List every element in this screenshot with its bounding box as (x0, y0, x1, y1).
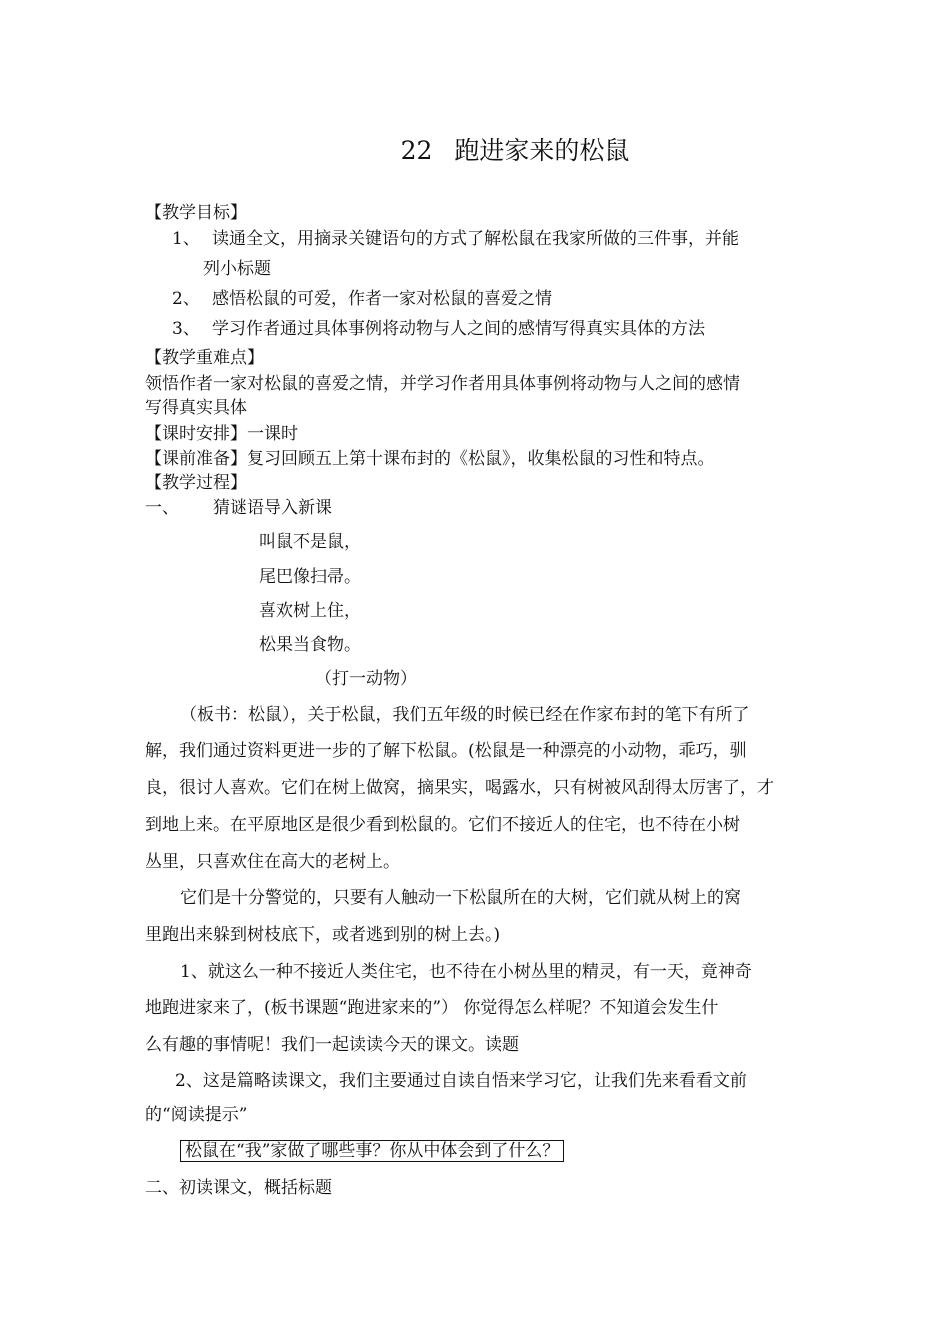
objectives-heading: 【教学目标】 (145, 203, 247, 223)
objective-text-continued: 列小标题 (203, 259, 271, 279)
objective-number: 1、 (172, 229, 200, 249)
paragraph-line: 到地上来。在平原地区是很少看到松鼠的。它们不接近人的住宅，也不待在小树 (145, 815, 740, 835)
schedule-text: 一课时 (247, 424, 298, 444)
riddle-line: 尾巴像扫帚。 (259, 567, 361, 587)
paragraph-line: （板书：松鼠），关于松鼠，我们五年级的时候已经在作家布封的笔下有所了 (180, 705, 750, 725)
riddle-line: 叫鼠不是鼠， (259, 532, 361, 552)
paragraph-line: 2、这是篇略读课文，我们主要通过自读自悟来学习它，让我们先来看看文前 (175, 1071, 747, 1091)
riddle-line: 喜欢树上住， (259, 601, 361, 621)
section-two-title: 二、初读课文，概括标题 (145, 1178, 332, 1198)
paragraph-line: 解，我们通过资料更进一步的了解下松鼠。(松鼠是一种漂亮的小动物，乖巧，驯 (145, 741, 747, 761)
paragraph-line: 它们是十分警觉的，只要有人触动一下松鼠所在的大树，它们就从树上的窝 (180, 888, 741, 908)
paragraph-line: 良，很讨人喜欢。它们在树上做窝，摘果实，喝露水，只有树被风刮得太厉害了，才 (145, 778, 774, 798)
lesson-title: 跑进家来的松鼠 (454, 136, 630, 165)
reading-prompt-box (180, 1140, 564, 1162)
key-points-text: 领悟作者一家对松鼠的喜爱之情，并学习作者用具体事例将动物与人之间的感情 (145, 374, 740, 394)
preparation-line (145, 448, 715, 470)
objective-text: 感悟松鼠的可爱，作者一家对松鼠的喜爱之情 (212, 289, 552, 309)
paragraph-line: 里跑出来躲到树枝底下，或者逃到别的树上去。) (145, 925, 501, 945)
schedule-heading: 【课时安排】 (145, 424, 247, 444)
paragraph-line: 么有趣的事情呢！我们一起读读今天的课文。读题 (145, 1035, 519, 1055)
section-one-number: 一、 (145, 498, 179, 518)
key-points-heading: 【教学重难点】 (145, 348, 264, 368)
process-heading: 【教学过程】 (145, 473, 247, 493)
reading-prompt-text: 松鼠在“我”家做了哪些事？你从中体会到了什么？ (180, 1140, 564, 1162)
preparation-text: 复习回顾五上第十课布封的《松鼠》，收集松鼠的习性和特点。 (247, 449, 715, 469)
schedule-line (145, 423, 298, 445)
section-one-title: 猜谜语导入新课 (213, 498, 332, 518)
page-title (0, 136, 950, 166)
paragraph-line: 丛里，只喜欢住在高大的老树上。 (145, 852, 400, 872)
objective-number: 3、 (172, 319, 200, 339)
riddle-hint: （打一动物） (315, 669, 417, 689)
paragraph-line: 地跑进家来了，(板书课题“跑进家来的”） 你觉得怎么样呢？不知道会发生什 (145, 998, 719, 1018)
objective-text: 学习作者通过具体事例将动物与人之间的感情写得真实具体的方法 (212, 319, 705, 339)
key-points-text-continued: 写得真实具体 (145, 398, 247, 418)
objective-number: 2、 (172, 289, 200, 309)
riddle-line: 松果当食物。 (259, 635, 361, 655)
paragraph-line: 1、就这么一种不接近人类住宅，也不待在小树丛里的精灵，有一天，竟神奇 (180, 962, 752, 982)
lesson-number: 22 (400, 136, 433, 165)
paragraph-line: 的“阅读提示” (145, 1105, 248, 1125)
preparation-heading: 【课前准备】 (145, 449, 247, 469)
objective-text: 读通全文，用摘录关键语句的方式了解松鼠在我家所做的三件事，并能 (212, 229, 739, 249)
